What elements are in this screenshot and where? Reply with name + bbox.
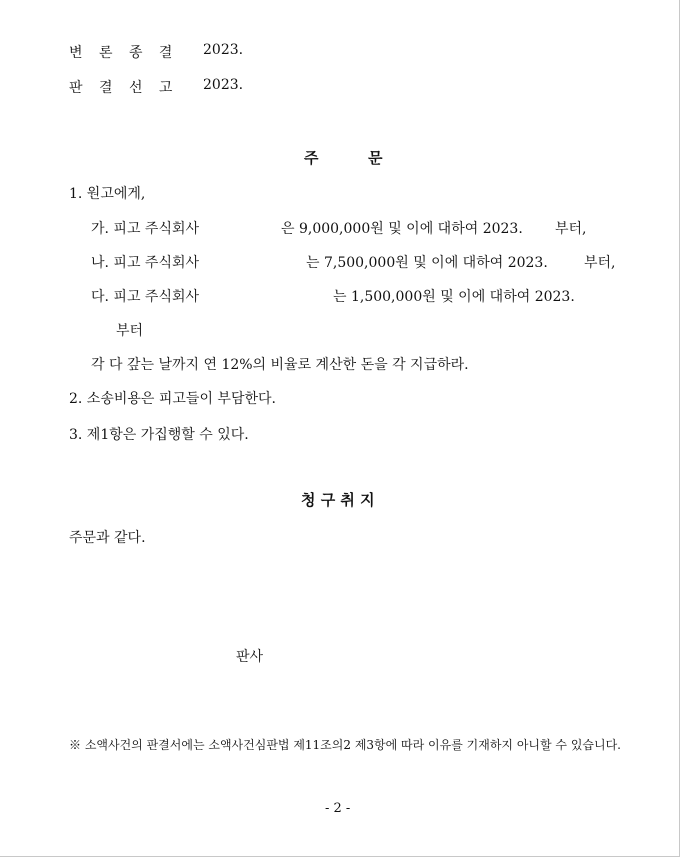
order-sub-da-end: 부터 <box>116 323 144 339</box>
closing-date-label: 변 론 종 결 <box>69 45 179 61</box>
sentence-date-label: 판 결 선 고 <box>69 80 179 96</box>
order-sub-da-prefix: 다. 피고 주식회사 <box>91 289 200 305</box>
claim-text: 주문과 같다. <box>69 530 146 546</box>
judge-label: 판사 <box>236 649 264 665</box>
order-sub-da-amount: 는 1,500,000원 및 이에 대하여 2023. <box>333 289 575 305</box>
order-sub-ga-prefix: 가. 피고 주식회사 <box>91 221 200 237</box>
order-heading-left: 주 <box>304 149 319 167</box>
order-sub-na-amount: 는 7,500,000원 및 이에 대하여 2023. <box>306 255 548 271</box>
order-sub-na-end: 부터, <box>584 255 616 271</box>
claim-heading: 청 구 취 지 <box>301 491 375 509</box>
sentence-date-value: 2023. <box>203 77 244 93</box>
closing-date-value: 2023. <box>203 42 244 58</box>
order-heading-right: 문 <box>368 149 383 167</box>
page-number: - 2 - <box>325 801 351 816</box>
order-item-2: 2. 소송비용은 피고들이 부담한다. <box>69 391 276 407</box>
order-sub-ga-amount: 은 9,000,000원 및 이에 대하여 2023. <box>281 221 523 237</box>
footnote: ※ 소액사건의 판결서에는 소액사건심판법 제11조의2 제3항에 따라 이유를 기재하지 아니할 수 있습니다. <box>69 738 621 752</box>
order-item-1: 1. 원고에게, <box>69 186 146 202</box>
order-sub-ga-end: 부터, <box>555 221 587 237</box>
order-sub-na-prefix: 나. 피고 주식회사 <box>91 255 200 271</box>
order-item-3: 3. 제1항은 가집행할 수 있다. <box>69 427 249 443</box>
order-pay-line: 각 다 갚는 날까지 연 12%의 비율로 계산한 돈을 각 지급하라. <box>91 357 469 373</box>
